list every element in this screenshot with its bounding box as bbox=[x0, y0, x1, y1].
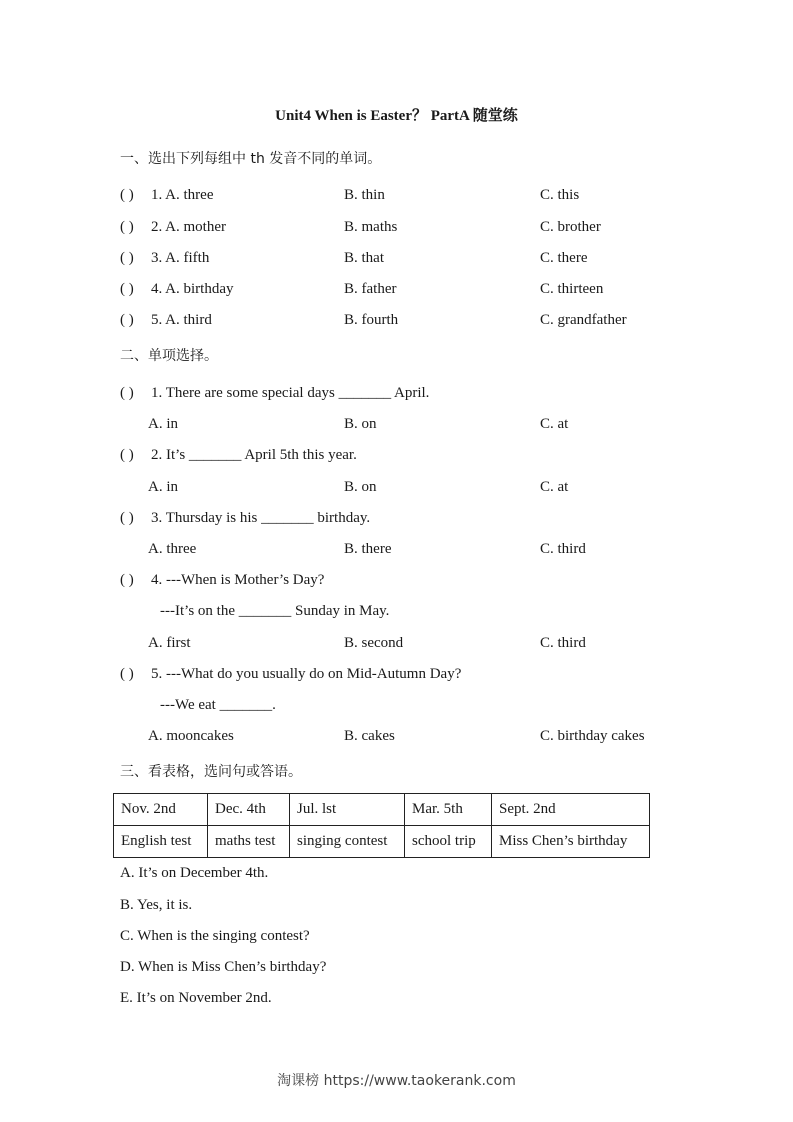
table-cell: Jul. lst bbox=[290, 794, 405, 826]
option-a: 1. A. three bbox=[151, 187, 214, 203]
option-c: C. at bbox=[540, 416, 569, 432]
option-b: B. maths bbox=[344, 219, 398, 235]
option-b: B. cakes bbox=[344, 728, 395, 744]
footer-watermark: 淘课榜 https://www.taokerank.com bbox=[277, 1073, 516, 1089]
table-row-dates bbox=[114, 794, 650, 826]
section-3-heading: 三、看表格，选问句或答语。 bbox=[120, 764, 302, 780]
option-a: A. first bbox=[148, 635, 191, 651]
answer-option-a: A. It’s on December 4th. bbox=[120, 865, 269, 881]
question-stem: 5. ---What do you usually do on Mid-Autumn Day? bbox=[151, 666, 462, 682]
option-b: B. second bbox=[344, 635, 404, 651]
answer-option-b: B. Yes, it is. bbox=[120, 897, 193, 913]
option-a: A. in bbox=[148, 416, 178, 432]
question-stem: 2. It’s _______ April 5th this year. bbox=[151, 447, 357, 463]
answer-bracket: ( ) bbox=[120, 312, 134, 328]
option-b: B. father bbox=[344, 281, 397, 297]
option-c: C. third bbox=[540, 635, 586, 651]
option-c: C. birthday cakes bbox=[540, 728, 645, 744]
option-b: B. thin bbox=[344, 187, 385, 203]
schedule-table bbox=[113, 793, 650, 858]
table-cell: Dec. 4th bbox=[208, 794, 290, 826]
option-a: A. three bbox=[148, 541, 197, 557]
table-cell: maths test bbox=[208, 826, 290, 858]
table-cell: Sept. 2nd bbox=[492, 794, 650, 826]
section-2-heading: 二、单项选择。 bbox=[120, 348, 218, 364]
option-a: 2. A. mother bbox=[151, 219, 226, 235]
answer-bracket: ( ) bbox=[120, 510, 134, 526]
option-c: C. this bbox=[540, 187, 580, 203]
answer-option-c: C. When is the singing contest? bbox=[120, 928, 310, 944]
answer-bracket: ( ) bbox=[120, 385, 134, 401]
table-cell: Miss Chen’s birthday bbox=[492, 826, 650, 858]
page-title: Unit4 When is Easter？ PartA 随堂练 bbox=[275, 108, 518, 124]
question-stem: 4. ---When is Mother’s Day? bbox=[151, 572, 325, 588]
option-c: C. third bbox=[540, 541, 586, 557]
answer-bracket: ( ) bbox=[120, 572, 134, 588]
option-b: B. there bbox=[344, 541, 392, 557]
option-c: C. at bbox=[540, 479, 569, 495]
option-c: C. thirteen bbox=[540, 281, 604, 297]
answer-bracket: ( ) bbox=[120, 187, 134, 203]
option-c: C. there bbox=[540, 250, 588, 266]
answer-bracket: ( ) bbox=[120, 666, 134, 682]
section-1-heading: 一、选出下列每组中 th 发音不同的单词。 bbox=[120, 151, 382, 167]
option-c: C. grandfather bbox=[540, 312, 627, 328]
question-stem: 3. Thursday is his _______ birthday. bbox=[151, 510, 371, 526]
question-stem: 1. There are some special days _______ April. bbox=[151, 385, 430, 401]
option-b: B. fourth bbox=[344, 312, 399, 328]
table-cell: Nov. 2nd bbox=[114, 794, 208, 826]
table-cell: English test bbox=[114, 826, 208, 858]
answer-option-d: D. When is Miss Chen’s birthday? bbox=[120, 959, 327, 975]
option-b: B. on bbox=[344, 416, 377, 432]
answer-option-e: E. It’s on November 2nd. bbox=[120, 990, 272, 1006]
table-cell: Mar. 5th bbox=[405, 794, 492, 826]
option-c: C. brother bbox=[540, 219, 601, 235]
answer-bracket: ( ) bbox=[120, 219, 134, 235]
table-row-events bbox=[114, 826, 650, 858]
answer-bracket: ( ) bbox=[120, 281, 134, 297]
reply-line: ---It’s on the _______ Sunday in May. bbox=[160, 603, 390, 619]
table-cell: school trip bbox=[405, 826, 492, 858]
option-a: A. mooncakes bbox=[148, 728, 234, 744]
reply-line: ---We eat _______. bbox=[160, 697, 276, 713]
option-b: B. on bbox=[344, 479, 377, 495]
option-b: B. that bbox=[344, 250, 384, 266]
option-a: 3. A. fifth bbox=[151, 250, 210, 266]
table-cell: singing contest bbox=[290, 826, 405, 858]
option-a: 4. A. birthday bbox=[151, 281, 234, 297]
option-a: A. in bbox=[148, 479, 178, 495]
answer-bracket: ( ) bbox=[120, 250, 134, 266]
answer-bracket: ( ) bbox=[120, 447, 134, 463]
option-a: 5. A. third bbox=[151, 312, 212, 328]
